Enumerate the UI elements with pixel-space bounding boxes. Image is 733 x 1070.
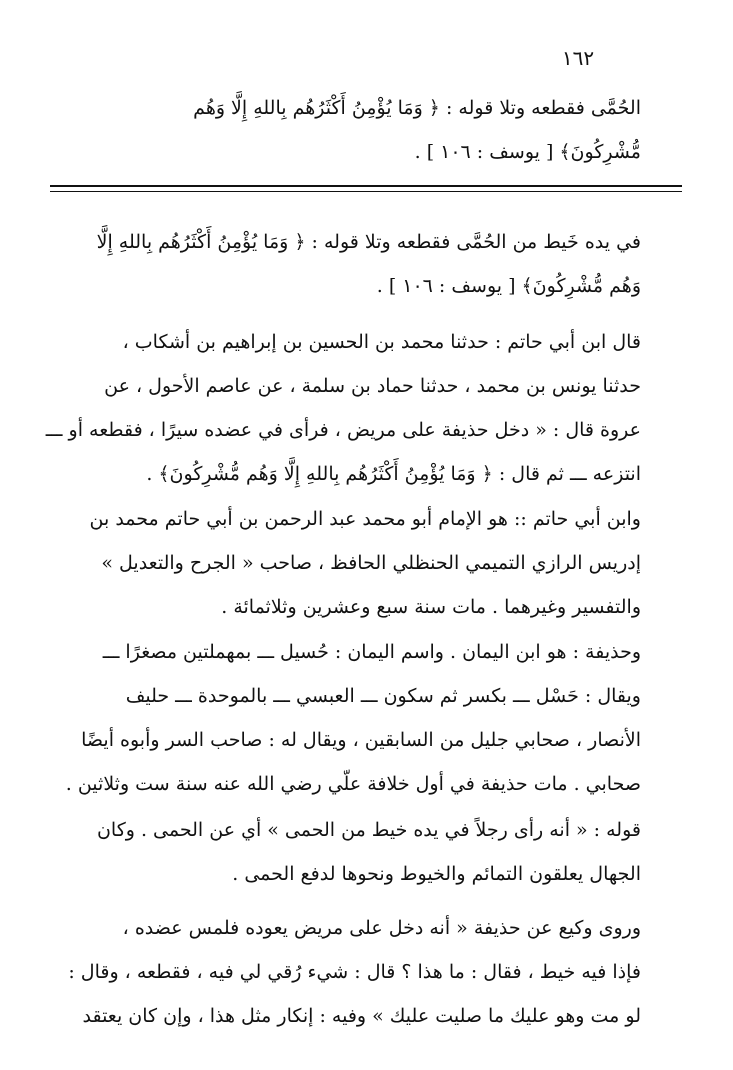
paragraph-5 — [44, 808, 641, 896]
text-line: حدثنا يونس بن محمد ، حدثنا حماد بن سلمة ، عن عاصم الأحول ، عن — [104, 375, 641, 397]
paragraph-4 — [44, 630, 641, 806]
text-line: قال ابن أبي حاتم : حدثنا محمد بن الحسين بن إبراهيم بن أشكاب ، — [122, 331, 641, 353]
text-line: وحذيفة : هو ابن اليمان . واسم اليمان : حُسيل ـــ بمهملتين مصغرًا ـــ — [102, 641, 641, 663]
text-line: انتزعه ـــ ثم قال : ﴿ وَمَا يُؤْمِنُ أَكْثَرُهُم بِاللهِ إِلَّا وَهُم مُّشْرِكُونَ﴾ . — [146, 463, 641, 485]
text-line: ويقال : حَسْل ـــ بكسر ثم سكون ـــ العبسي ـــ بالموحدة ـــ حليف — [125, 685, 641, 707]
header-quote-line: الحُمَّى فقطعه وتلا قوله : ﴿ وَمَا يُؤْمِنُ أَكْثَرُهُم بِاللهِ إِلَّا وَهُم — [193, 97, 641, 119]
divider-rule-thin — [50, 191, 682, 192]
text-line: في يده خَيط من الحُمَّى فقطعه وتلا قوله : ﴿ وَمَا يُؤْمِنُ أَكْثَرُهُم بِاللهِ إِلَّا — [96, 231, 641, 253]
header-quote — [44, 86, 641, 174]
page-number: ١٦٢ — [561, 46, 595, 70]
text-line: والتفسير وغيرهما . مات سنة سبع وعشرين وثلاثمائة . — [221, 596, 641, 618]
text-line: فإذا فيه خيط ، فقال : ما هذا ؟ قال : شيء رُقي لي فيه ، فقطعه ، وقال : — [68, 961, 641, 983]
text-line: وابن أبي حاتم :: هو الإمام أبو محمد عبد الرحمن بن أبي حاتم محمد بن — [89, 508, 641, 530]
text-line: قوله : « أنه رأى رجلاً في يده خيط من الحمى » أي عن الحمى . وكان — [96, 819, 641, 841]
paragraph-2 — [44, 320, 641, 496]
text-line: وَهُم مُّشْرِكُونَ﴾ [ يوسف : ١٠٦ ] . — [376, 275, 641, 297]
paragraph-6 — [44, 906, 641, 1038]
text-line: لو مت وهو عليك ما صليت عليك » وفيه : إنكار مثل هذا ، وإن كان يعتقد — [82, 1005, 641, 1027]
text-line: وروى وكيع عن حذيفة « أنه دخل على مريض يعوده فلمس عضده ، — [122, 917, 641, 939]
text-line: إدريس الرازي التميمي الحنظلي الحافظ ، صاحب « الجرح والتعديل » — [101, 552, 641, 574]
paragraph-1 — [44, 220, 641, 308]
paragraph-3 — [44, 497, 641, 629]
text-line: الأنصار ، صحابي جليل من السابقين ، ويقال له : صاحب السر وأبوه أيضًا — [81, 729, 641, 751]
text-line: الجهال يعلقون التمائم والخيوط ونحوها لدفع الحمى . — [232, 863, 641, 885]
divider-rule-thick — [50, 185, 682, 187]
text-line: عروة قال : « دخل حذيفة على مريض ، فرأى في عضده سيرًا ، فقطعه أو ـــ — [45, 419, 641, 441]
header-quote-line: مُّشْرِكُونَ﴾ [ يوسف : ١٠٦ ] . — [414, 141, 641, 163]
text-line: صحابي . مات حذيفة في أول خلافة علّي رضي الله عنه سنة ست وثلاثين . — [65, 773, 641, 795]
